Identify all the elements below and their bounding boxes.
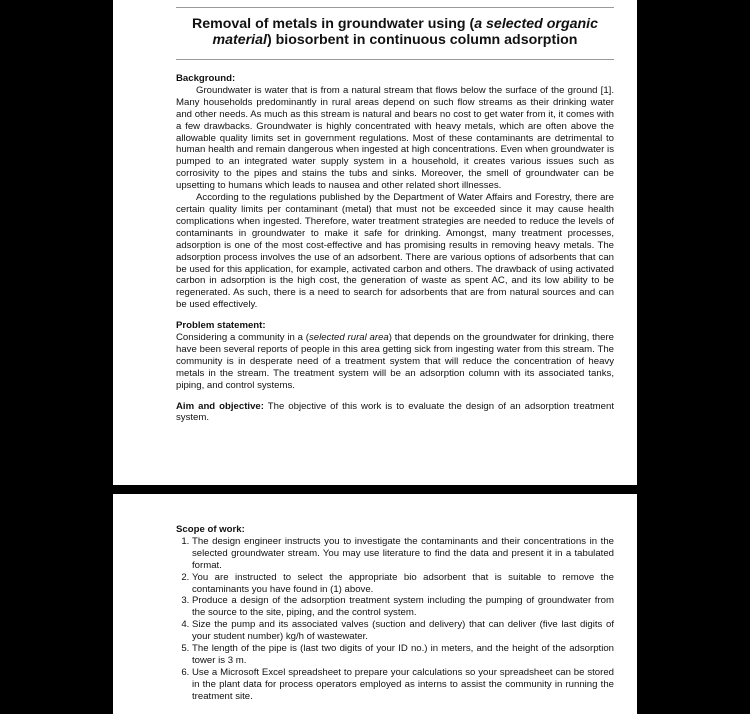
scope-item: 6. Use a Microsoft Excel spreadsheet to prepare your calculations so your spreadsheet can be stored in the plant data for process operators employed as interns to assist the community in running the treatment site.	[192, 667, 614, 703]
scope-item: 1. The design engineer instructs you to investigate the contaminants and their concentrations in the selected groundwater stream. You may use literature to find the data and present it in a tabulated format.	[192, 536, 614, 572]
scope-item: 2. You are instructed to select the appropriate bio adsorbent that is suitable to remove the contaminants you have found in (1) above.	[192, 572, 614, 596]
scope-section	[176, 524, 614, 703]
top-rule	[176, 7, 614, 8]
document-page-2	[113, 494, 637, 714]
background-paragraph-1: Groundwater is water that is from a natural stream that flows below the surface of the ground [1]. Many households predominantly in rural areas depend on such flow streams as their drinking water and other needs. As much as this stream is natural and bears no cost to get water from it, it comes with a few drawbacks. Groundwater is highly concentrated with heavy metals, which are often above the allowable quality limits set in government regulations. Most of these contaminants are detrimental to human health and remain dangerous when ingested at high concentrations. Even when groundwater is pumped to an integrated water supply system in a household, it creates various issues such as corrosivity to the pipes and stains the tubs and sinks. Moreover, the smell of groundwater can be upsetting to humans which leads to nausea and other related short illnesses.	[176, 84, 614, 192]
scope-list	[176, 536, 614, 703]
problem-paragraph: Considering a community in a (selected rural area) that depends on the groundwater for drinking, there have been several reports of people in this area getting sick from ingesting water from this stream. The community is in desperate need of a treatment system that will reduce the concentration of heavy metals in the stream. The treatment system will be an adsorption column with its associated tanks, piping, and control systems.	[176, 332, 614, 391]
document-body	[176, 73, 614, 424]
background-heading: Background:	[176, 73, 236, 84]
title-rule	[176, 59, 614, 60]
scope-item: 3. Produce a design of the adsorption treatment system including the pumping of groundwater from the source to the site, piping, and the control system.	[192, 595, 614, 619]
background-paragraph-2: According to the regulations published by the Department of Water Affairs and Forestry, there are certain quality limits per contaminant (metal) that must not be exceeded since it may cause health complications when ingested. Therefore, water treatment strategies are needed to reduce the levels of contaminants in groundwater to make it safe for drinking. Amongst, many treatment processes, adsorption is one of the most cost-effective and has promising results in removing heavy metals. The adsorption process involves the use of an adsorbent. There are various options of adsorbents that can be used for this application, for example, activated carbon and others. The drawback of using activated carbon in adsorption is the high cost, the generation of waste as spent AC, and its low ability to be regenerated. As such, there is a need to search for adsorbents that are from natural sources and can be used effectively.	[176, 192, 614, 311]
aim-paragraph: Aim and objective: The objective of this work is to evaluate the design of an adsorption treatment system.	[176, 400, 614, 424]
scope-item: 4. Size the pump and its associated valves (suction and delivery) that can deliver (five last digits of your student number) kg/h of wastewater.	[192, 619, 614, 643]
document-page-1	[113, 0, 637, 485]
scope-heading: Scope of work:	[176, 524, 245, 535]
document-title: Removal of metals in groundwater using (a selected organic material) biosorbent in continuous column adsorption	[191, 16, 599, 48]
problem-heading: Problem statement:	[176, 320, 266, 332]
scope-item: 5. The length of the pipe is (last two digits of your ID no.) in meters, and the height of the adsorption tower is 3 m.	[192, 643, 614, 667]
